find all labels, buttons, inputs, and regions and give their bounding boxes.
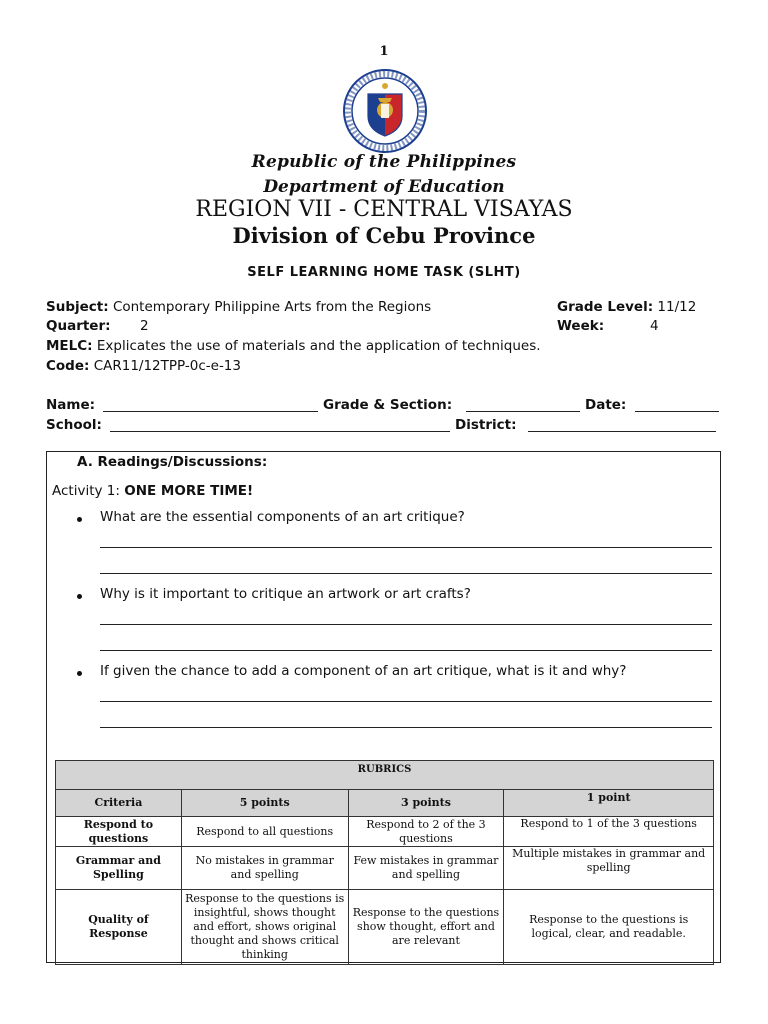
answer-line-3a[interactable]: [100, 701, 712, 702]
activity-prefix: Activity 1:: [52, 483, 125, 499]
section-heading: A. Readings/Discussions:: [77, 454, 268, 470]
bullet-icon: [77, 517, 82, 522]
division-heading: Division of Cebu Province: [232, 223, 536, 248]
subject-label: Subject:: [46, 299, 109, 315]
grade-section-label: Grade & Section:: [323, 397, 453, 413]
subject-row: [46, 299, 431, 315]
table-cell: Response to the questions is logical, clear, and readable.: [504, 890, 714, 965]
column-header: 3 points: [348, 790, 504, 817]
district-label: District:: [455, 417, 517, 433]
school-label: School:: [46, 417, 102, 433]
table-cell: No mistakes in grammar and spelling: [181, 847, 348, 890]
slht-title: SELF LEARNING HOME TASK (SLHT): [247, 265, 521, 280]
answer-line-2b[interactable]: [100, 650, 712, 651]
criteria-cell: Respond to questions: [56, 817, 182, 847]
table-cell: Respond to 1 of the 3 questions: [504, 817, 714, 847]
deped-seal-icon: [342, 68, 428, 154]
table-row: [56, 847, 714, 890]
activity-line: [52, 483, 253, 499]
melc-value: Explicates the use of materials and the application of techniques.: [96, 338, 541, 354]
quarter-row: [46, 318, 111, 334]
code-row: [46, 358, 241, 374]
rubrics-table: [55, 760, 714, 965]
table-row: [56, 817, 714, 847]
name-field[interactable]: [103, 411, 318, 412]
criteria-cell: Grammar and Spelling: [56, 847, 182, 890]
answer-line-1a[interactable]: [100, 547, 712, 548]
date-field[interactable]: [635, 411, 719, 412]
quarter-label: Quarter:: [46, 318, 111, 334]
column-header: 1 point: [504, 790, 714, 817]
table-row: [56, 890, 714, 965]
date-label: Date:: [585, 397, 627, 413]
table-cell: Respond to all questions: [181, 817, 348, 847]
week-row: [557, 318, 604, 334]
grade-level-value: 11/12: [657, 299, 697, 315]
melc-label: MELC:: [46, 338, 93, 354]
table-cell: Few mistakes in grammar and spelling: [348, 847, 504, 890]
week-label: Week:: [557, 318, 605, 334]
quarter-value: 2: [140, 318, 149, 334]
answer-line-1b[interactable]: [100, 573, 712, 574]
grade-level-label: Grade Level:: [557, 299, 654, 315]
question-3: If given the chance to add a component of an art critique, what is it and why?: [100, 663, 627, 679]
table-cell: Response to the questions is insightful, shows thought and effort, shows original thought and shows critical thinking: [181, 890, 348, 965]
answer-line-3b[interactable]: [100, 727, 712, 728]
criteria-cell: Quality of Response: [56, 890, 182, 965]
subject-value: Contemporary Philippine Arts from the Regions: [112, 299, 432, 315]
table-cell: Response to the questions show thought, effort and are relevant: [348, 890, 504, 965]
department-heading: Department of Education: [263, 177, 505, 197]
grade-section-field[interactable]: [466, 411, 580, 412]
school-field[interactable]: [110, 431, 450, 432]
bullet-icon: [77, 671, 82, 676]
code-label: Code:: [46, 358, 90, 374]
district-field[interactable]: [528, 431, 716, 432]
column-header: 5 points: [181, 790, 348, 817]
question-2: Why is it important to critique an artwork or art crafts?: [100, 586, 471, 602]
republic-heading: Republic of the Philippines: [251, 152, 517, 172]
table-cell: Respond to 2 of the 3 questions: [348, 817, 504, 847]
page-number: 1: [379, 44, 389, 59]
column-header: Criteria: [56, 790, 182, 817]
region-heading: REGION VII - CENTRAL VISAYAS: [195, 197, 573, 222]
rubrics-title: RUBRICS: [56, 761, 714, 790]
table-cell: Multiple mistakes in grammar and spelling: [504, 847, 714, 890]
question-1: What are the essential components of an art critique?: [100, 509, 465, 525]
grade-level-row: [557, 299, 696, 315]
name-label: Name:: [46, 397, 96, 413]
melc-row: [46, 338, 541, 354]
bullet-icon: [77, 594, 82, 599]
code-value: CAR11/12TPP-0c-e-13: [93, 358, 241, 374]
activity-title: ONE MORE TIME!: [124, 483, 254, 499]
answer-line-2a[interactable]: [100, 624, 712, 625]
week-value: 4: [650, 318, 659, 334]
